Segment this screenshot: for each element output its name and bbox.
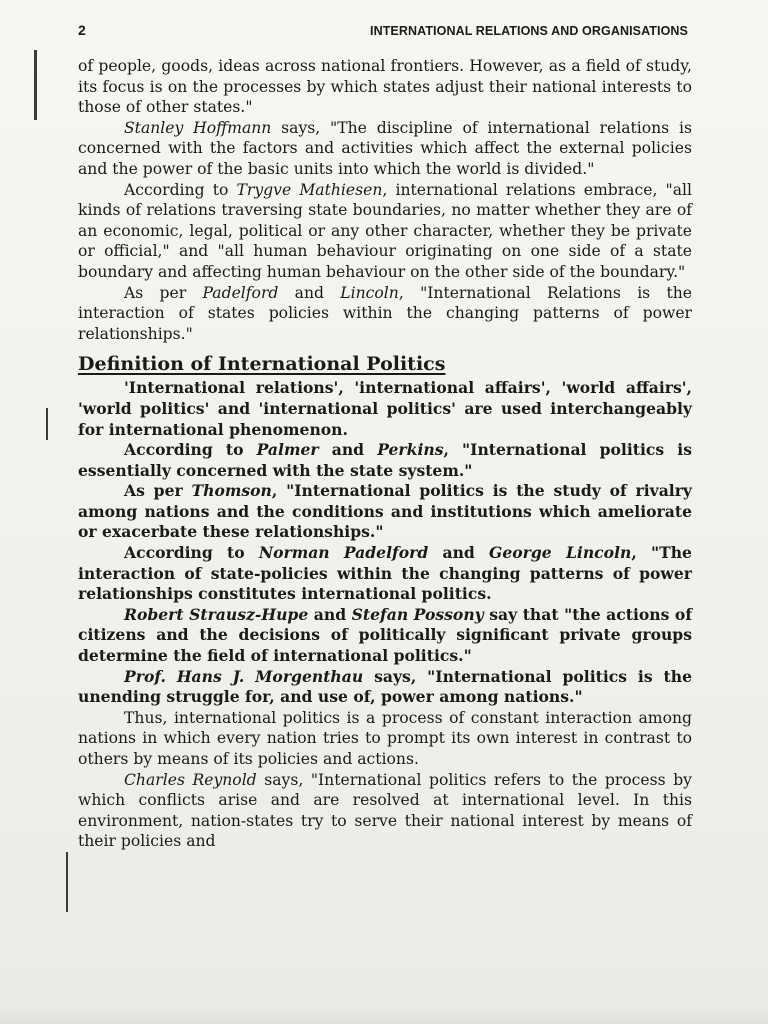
paragraph-text: According to [124,180,237,199]
page-number: 2 [78,22,86,38]
paragraph [78,708,692,770]
author-name: Trygve Mathiesen [236,180,383,199]
paragraph-text: , international relations embrace, "all kinds of relations traversing state boundaries, no matter whether they are of an economic, legal, political or any other character, whether they be private or official," and "all human behaviour originating on one side of a state boundary and affecting human behaviour on the other side of the boundary." [78,180,692,281]
paragraph-text: , "International politics is essentially concerned with the state system." [78,440,692,480]
paragraph-text: , "The interaction of state-policies within the changing patterns of power relationships constitutes international politics. [78,543,692,604]
paragraph [78,180,692,283]
page-shadow [0,1004,768,1024]
page-header [78,22,688,42]
paragraph [78,118,692,180]
paragraph [78,56,692,118]
paragraph [78,543,692,605]
author-name: Charles Reynold [124,770,257,789]
author-name: Padelford [202,283,279,302]
author-name: Robert Strausz-Hupe [124,604,309,624]
paragraph-text: of people, goods, ideas across national frontiers. However, as a field of study, its focus is on the processes by which states adjust their national interests to those of other states." [78,57,692,117]
margin-pen-mark [34,50,37,120]
paragraph-text: and [278,283,341,302]
paragraph [78,481,692,543]
paragraph [78,378,692,440]
author-name: Prof. Hans J. Morgenthau [124,666,364,686]
paragraph-text: According to [124,440,257,460]
section-heading: Definition of International Politics [78,353,446,376]
paragraph-text: , "International politics is the study of rivalry among nations and the conditions and institutions which ameliorate or exacerbate these relationships." [78,481,692,542]
paragraph-text: says, "International politics is the unending struggle for, and use of, power among nations." [78,666,692,707]
paragraph-text: and [308,604,352,624]
paragraph-text: says, "The discipline of international relations is concerned with the factors and activities which affect the external policies and the power of the basic units into which the world is divided." [78,118,692,178]
author-name: Stefan Possony [351,604,484,624]
paragraph-text: According to [124,543,259,563]
paragraph-text: say that "the actions of citizens and the decisions of politically significant private groups determine the field of international politics." [78,604,693,666]
paragraph [78,770,692,852]
paragraph [78,667,692,708]
paragraph [78,283,692,345]
author-name: Norman Padelford [258,543,429,563]
paragraph-text: says, "International politics refers to the process by which conflicts arise and are resolved at international level. In this environment, nation-states try to serve their national interest by means of their policies and [78,770,692,851]
paragraph [78,440,692,481]
paragraph-text: and [318,440,378,460]
margin-pen-mark [46,408,48,440]
paragraph-text: Thus, international politics is a process of constant interaction among nations in which every nation tries to prompt its own interest in contrast to others by means of its policies and actions. [78,708,692,768]
paragraph-text: 'International relations', 'international affairs', 'world affairs', 'world politics' and 'international politics' are used interchangeably for international phenomenon. [78,378,692,439]
author-name: Perkins [377,440,444,460]
running-title: INTERNATIONAL RELATIONS AND ORGANISATIONS [370,24,688,38]
author-name: Thomson [191,481,272,501]
author-name: Palmer [256,440,319,460]
paragraph-text: As per [124,283,203,302]
paragraph-text: As per [124,481,192,501]
margin-pen-mark [66,852,68,912]
author-name: Stanley Hoffmann [124,118,272,137]
paragraph [78,605,692,667]
paragraph-text: and [428,543,490,563]
paragraph-text: , "International Relations is the interaction of states policies within the changing patterns of power relationships." [78,283,693,343]
author-name: George Lincoln [489,543,632,563]
author-name: Lincoln [340,283,399,302]
page-body [78,56,692,852]
